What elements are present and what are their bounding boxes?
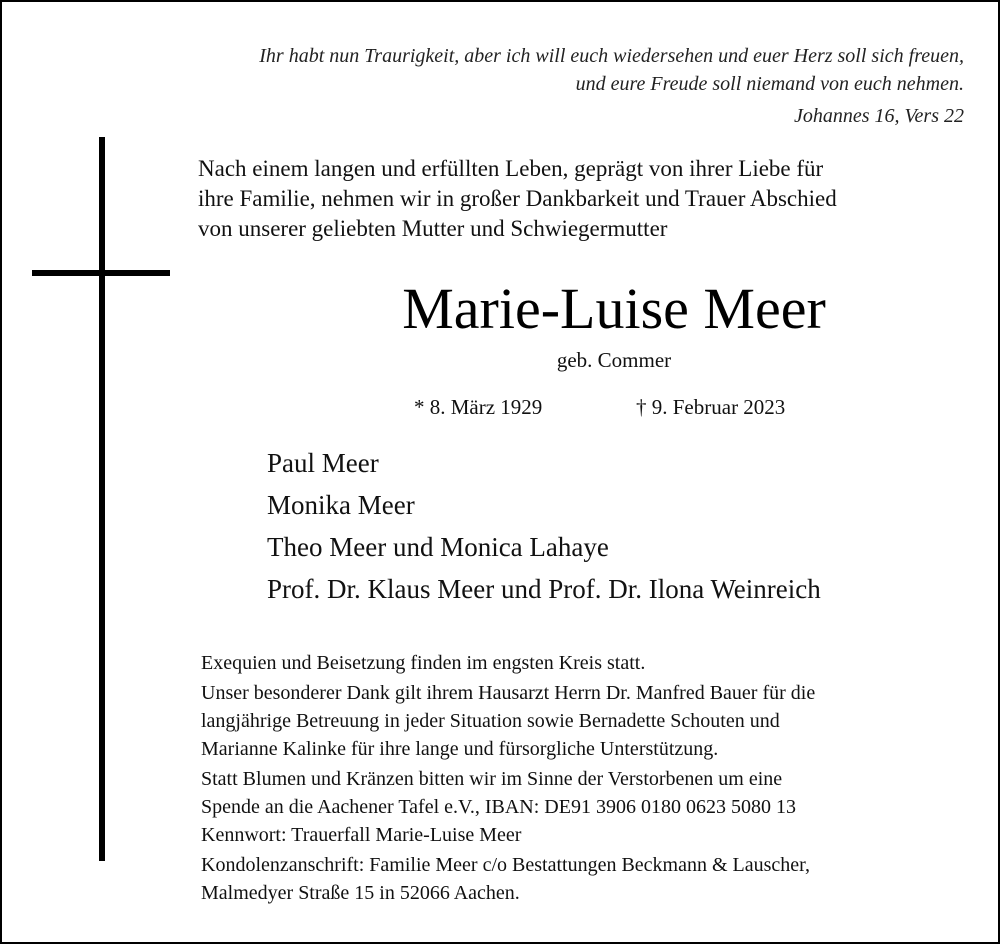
note-line: Statt Blumen und Kränzen bitten wir im Sinne der Verstorbenen um eine (201, 768, 783, 790)
note-line: Spende an die Aachener Tafel e.V., IBAN: DE91 3906 0180 0623 5080 13 (201, 796, 796, 818)
note-line: Exequien und Beisetzung finden im engsten Kreis statt. (201, 652, 646, 674)
intro-line: Nach einem langen und erfüllten Leben, geprägt von ihrer Liebe für (198, 156, 824, 181)
note-line: Kennwort: Trauerfall Marie-Luise Meer (201, 824, 522, 846)
donation-note (201, 765, 971, 849)
intro-line: von unserer geliebten Mutter und Schwiegermutter (198, 216, 668, 241)
birth-date: * 8. März 1929 (414, 395, 543, 419)
maiden-name: geb. Commer (556, 348, 672, 372)
verse-line: und eure Freude soll niemand von euch nehmen. (575, 73, 964, 95)
death-date: † 9. Februar 2023 (636, 395, 786, 419)
family-member: Prof. Dr. Klaus Meer und Prof. Dr. Ilona Weinreich (267, 574, 821, 604)
funeral-note (201, 649, 971, 677)
family-member: Monika Meer (267, 490, 415, 520)
note-line: Kondolenzanschrift: Familie Meer c/o Bestattungen Beckmann & Lauscher, (201, 854, 811, 876)
notes-section (201, 649, 971, 909)
note-line: Malmedyer Straße 15 in 52066 Aachen. (201, 882, 520, 904)
intro-line: ihre Familie, nehmen wir in großer Dankbarkeit und Trauer Abschied (198, 186, 837, 211)
family-member: Theo Meer und Monica Lahaye (267, 532, 609, 562)
thanks-note (201, 679, 971, 763)
family-list (267, 442, 821, 610)
cross-vertical-bar (99, 137, 105, 861)
note-line: langjährige Betreuung in jeder Situation sowie Bernadette Schouten und (201, 710, 780, 732)
condolence-address (201, 851, 971, 907)
verse-line: Ihr habt nun Traurigkeit, aber ich will euch wiedersehen und euer Herz soll sich freuen, (259, 45, 964, 67)
family-member: Paul Meer (267, 448, 379, 478)
note-line: Marianne Kalinke für ihre lange und fürsorgliche Unterstützung. (201, 738, 719, 760)
bible-verse (259, 42, 964, 130)
intro-text (198, 154, 968, 244)
verse-reference: Johannes 16, Vers 22 (794, 105, 964, 127)
note-line: Unser besonderer Dank gilt ihrem Hausarzt Herrn Dr. Manfred Bauer für die (201, 682, 816, 704)
deceased-name: Marie-Luise Meer (402, 276, 826, 341)
